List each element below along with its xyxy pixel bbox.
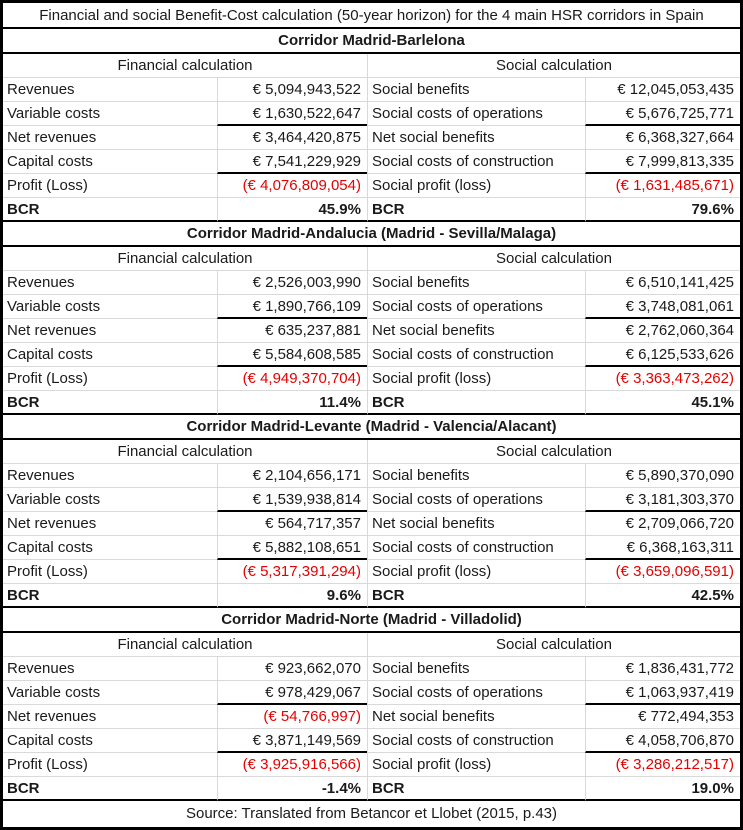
row-value-financial: € 3,871,149,569 bbox=[217, 729, 367, 753]
social-calculation-header: Social calculation bbox=[367, 54, 740, 78]
row-value-financial: € 1,890,766,109 bbox=[217, 295, 367, 319]
row-value-financial: (€ 54,766,997) bbox=[217, 705, 367, 729]
row-label-social: Net social benefits bbox=[367, 319, 585, 343]
row-label-social: Social benefits bbox=[367, 657, 585, 681]
table-row bbox=[3, 367, 740, 391]
row-value-financial: 45.9% bbox=[217, 198, 367, 222]
row-label-financial: BCR bbox=[3, 391, 217, 415]
row-label-social: Social profit (loss) bbox=[367, 753, 585, 777]
table-row bbox=[3, 295, 740, 319]
row-label-social: Social profit (loss) bbox=[367, 560, 585, 584]
row-label-financial: Revenues bbox=[3, 657, 217, 681]
row-label-social: Social benefits bbox=[367, 271, 585, 295]
row-value-social: (€ 3,363,473,262) bbox=[585, 367, 740, 391]
table-row bbox=[3, 681, 740, 705]
column-headers bbox=[3, 54, 740, 78]
table-row bbox=[3, 102, 740, 126]
row-label-social: Social costs of operations bbox=[367, 295, 585, 319]
row-value-financial: (€ 4,949,370,704) bbox=[217, 367, 367, 391]
row-label-social: BCR bbox=[367, 198, 585, 222]
row-label-financial: Net revenues bbox=[3, 319, 217, 343]
table-row bbox=[3, 488, 740, 512]
row-label-financial: Profit (Loss) bbox=[3, 174, 217, 198]
corridor-section bbox=[3, 29, 740, 222]
row-value-social: 19.0% bbox=[585, 777, 740, 801]
row-value-social: (€ 3,659,096,591) bbox=[585, 560, 740, 584]
row-label-financial: BCR bbox=[3, 584, 217, 608]
row-label-social: Social profit (loss) bbox=[367, 174, 585, 198]
row-label-social: Social costs of operations bbox=[367, 681, 585, 705]
row-value-financial: € 2,526,003,990 bbox=[217, 271, 367, 295]
row-value-social: € 6,125,533,626 bbox=[585, 343, 740, 367]
row-label-financial: Net revenues bbox=[3, 512, 217, 536]
row-label-financial: Capital costs bbox=[3, 343, 217, 367]
row-value-social: € 12,045,053,435 bbox=[585, 78, 740, 102]
row-value-social: € 2,709,066,720 bbox=[585, 512, 740, 536]
column-headers bbox=[3, 440, 740, 464]
row-label-social: Net social benefits bbox=[367, 705, 585, 729]
source-note: Source: Translated from Betancor et Llobet (2015, p.43) bbox=[185, 805, 558, 822]
table-row bbox=[3, 464, 740, 488]
social-calculation-header: Social calculation bbox=[367, 440, 740, 464]
row-label-social: Net social benefits bbox=[367, 512, 585, 536]
table-row bbox=[3, 391, 740, 415]
row-value-social: € 3,748,081,061 bbox=[585, 295, 740, 319]
social-calculation-header: Social calculation bbox=[367, 633, 740, 657]
row-value-social: € 2,762,060,364 bbox=[585, 319, 740, 343]
row-value-financial: (€ 4,076,809,054) bbox=[217, 174, 367, 198]
row-label-financial: Variable costs bbox=[3, 295, 217, 319]
row-label-financial: Profit (Loss) bbox=[3, 753, 217, 777]
table-row bbox=[3, 560, 740, 584]
row-value-financial: 9.6% bbox=[217, 584, 367, 608]
row-label-social: BCR bbox=[367, 584, 585, 608]
row-label-social: Social costs of operations bbox=[367, 102, 585, 126]
table-row bbox=[3, 753, 740, 777]
row-label-financial: Capital costs bbox=[3, 729, 217, 753]
table-row bbox=[3, 271, 740, 295]
row-value-financial: € 2,104,656,171 bbox=[217, 464, 367, 488]
row-value-social: € 5,890,370,090 bbox=[585, 464, 740, 488]
row-value-financial: € 1,630,522,647 bbox=[217, 102, 367, 126]
row-value-social: € 5,676,725,771 bbox=[585, 102, 740, 126]
row-value-financial: 11.4% bbox=[217, 391, 367, 415]
row-label-social: Social costs of construction bbox=[367, 343, 585, 367]
row-label-social: BCR bbox=[367, 777, 585, 801]
table-row bbox=[3, 343, 740, 367]
financial-calculation-header: Financial calculation bbox=[3, 247, 367, 271]
row-label-financial: Revenues bbox=[3, 78, 217, 102]
financial-calculation-header: Financial calculation bbox=[3, 54, 367, 78]
row-label-financial: Capital costs bbox=[3, 536, 217, 560]
table-row bbox=[3, 174, 740, 198]
table-row bbox=[3, 512, 740, 536]
row-value-social: (€ 3,286,212,517) bbox=[585, 753, 740, 777]
column-headers bbox=[3, 633, 740, 657]
row-value-social: 42.5% bbox=[585, 584, 740, 608]
corridor-section bbox=[3, 608, 740, 801]
row-value-social: 79.6% bbox=[585, 198, 740, 222]
row-value-financial: € 635,237,881 bbox=[217, 319, 367, 343]
row-value-social: € 1,836,431,772 bbox=[585, 657, 740, 681]
table-row bbox=[3, 198, 740, 222]
corridor-title: Corridor Madrid-Andalucia (Madrid - Sevilla/Malaga) bbox=[3, 222, 740, 247]
row-value-financial: (€ 3,925,916,566) bbox=[217, 753, 367, 777]
row-value-financial: € 5,584,608,585 bbox=[217, 343, 367, 367]
row-value-financial: € 5,882,108,651 bbox=[217, 536, 367, 560]
row-label-social: Social costs of construction bbox=[367, 150, 585, 174]
row-label-financial: BCR bbox=[3, 198, 217, 222]
financial-calculation-header: Financial calculation bbox=[3, 440, 367, 464]
row-label-social: Social benefits bbox=[367, 78, 585, 102]
table-title: Financial and social Benefit-Cost calculation (50-year horizon) for the 4 main HSR corridors in Spain bbox=[3, 3, 740, 29]
corridor-section bbox=[3, 222, 740, 415]
social-calculation-header: Social calculation bbox=[367, 247, 740, 271]
row-label-financial: Variable costs bbox=[3, 102, 217, 126]
table-row bbox=[3, 150, 740, 174]
table-row bbox=[3, 657, 740, 681]
row-value-financial: € 564,717,357 bbox=[217, 512, 367, 536]
corridor-title: Corridor Madrid-Norte (Madrid - Villadolid) bbox=[3, 608, 740, 633]
row-value-social: € 1,063,937,419 bbox=[585, 681, 740, 705]
row-value-social: € 7,999,813,335 bbox=[585, 150, 740, 174]
row-label-financial: Profit (Loss) bbox=[3, 560, 217, 584]
financial-calculation-header: Financial calculation bbox=[3, 633, 367, 657]
row-label-financial: Net revenues bbox=[3, 126, 217, 150]
table-row bbox=[3, 536, 740, 560]
row-value-financial: € 7,541,229,929 bbox=[217, 150, 367, 174]
row-value-social: € 6,368,327,664 bbox=[585, 126, 740, 150]
table-row bbox=[3, 705, 740, 729]
row-value-financial: -1.4% bbox=[217, 777, 367, 801]
corridor-sections bbox=[3, 29, 740, 801]
column-headers bbox=[3, 247, 740, 271]
row-label-social: Net social benefits bbox=[367, 126, 585, 150]
row-label-financial: BCR bbox=[3, 777, 217, 801]
row-value-social: € 4,058,706,870 bbox=[585, 729, 740, 753]
row-value-social: € 6,510,141,425 bbox=[585, 271, 740, 295]
corridor-title: Corridor Madrid-Barlelona bbox=[3, 29, 740, 54]
row-value-financial: € 3,464,420,875 bbox=[217, 126, 367, 150]
row-label-financial: Capital costs bbox=[3, 150, 217, 174]
row-value-social: (€ 1,631,485,671) bbox=[585, 174, 740, 198]
row-label-financial: Variable costs bbox=[3, 488, 217, 512]
row-value-social: € 3,181,303,370 bbox=[585, 488, 740, 512]
row-value-financial: € 5,094,943,522 bbox=[217, 78, 367, 102]
row-value-financial: € 923,662,070 bbox=[217, 657, 367, 681]
row-value-social: 45.1% bbox=[585, 391, 740, 415]
table-row bbox=[3, 78, 740, 102]
row-label-financial: Variable costs bbox=[3, 681, 217, 705]
row-label-financial: Revenues bbox=[3, 271, 217, 295]
row-value-financial: € 1,539,938,814 bbox=[217, 488, 367, 512]
corridor-title: Corridor Madrid-Levante (Madrid - Valencia/Alacant) bbox=[3, 415, 740, 440]
row-value-financial: € 978,429,067 bbox=[217, 681, 367, 705]
table-row bbox=[3, 584, 740, 608]
row-value-social: € 772,494,353 bbox=[585, 705, 740, 729]
row-label-social: Social profit (loss) bbox=[367, 367, 585, 391]
row-value-financial: (€ 5,317,391,294) bbox=[217, 560, 367, 584]
row-label-financial: Revenues bbox=[3, 464, 217, 488]
row-label-financial: Profit (Loss) bbox=[3, 367, 217, 391]
row-label-social: Social costs of construction bbox=[367, 536, 585, 560]
table-row bbox=[3, 777, 740, 801]
row-label-financial: Net revenues bbox=[3, 705, 217, 729]
table-row bbox=[3, 729, 740, 753]
row-label-social: BCR bbox=[367, 391, 585, 415]
row-label-social: Social costs of construction bbox=[367, 729, 585, 753]
corridor-section bbox=[3, 415, 740, 608]
row-value-social: € 6,368,163,311 bbox=[585, 536, 740, 560]
row-label-social: Social benefits bbox=[367, 464, 585, 488]
table-row bbox=[3, 126, 740, 150]
row-label-social: Social costs of operations bbox=[367, 488, 585, 512]
table-row bbox=[3, 319, 740, 343]
